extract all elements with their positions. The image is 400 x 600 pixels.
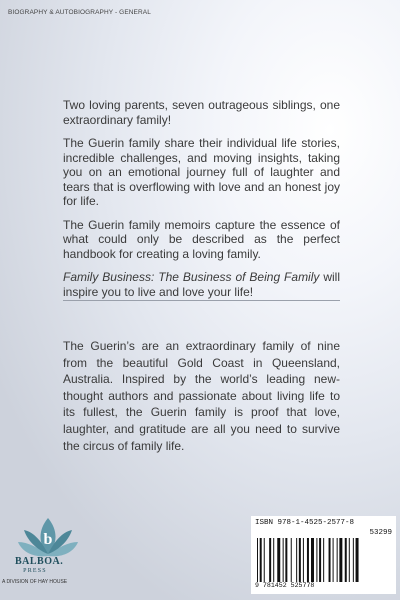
barcode-bar — [349, 538, 350, 582]
barcode-bar — [323, 538, 324, 582]
barcode-bar — [285, 538, 287, 582]
barcode-bar — [303, 538, 304, 582]
barcode-bar — [337, 538, 338, 582]
barcode-bar — [291, 538, 292, 582]
barcode-bar — [296, 538, 297, 582]
barcode-bar — [319, 538, 321, 582]
barcode-bar — [260, 538, 262, 582]
about-authors: The Guerin’s are an extraordinary family of nine from the beautiful Gold Coast in Queensland, Australia. Inspired by the world’s leading new-thought authors and passionate about living life to its fullest, the Guerin family is proof that love, laughter, and gratitude are all you need to survive the circus of family life. — [63, 339, 340, 453]
barcode-bar — [316, 538, 317, 582]
barcode-bar — [269, 538, 271, 582]
barcode-digits: 9 781452 525778 — [255, 582, 315, 589]
blurb — [63, 98, 340, 308]
blurb-paragraph: The Guerin family share their individual life stories, incredible challenges, and moving insights, taking you on an emotional journey full of laughter and tears that is overflowing with love and an honest joy for life. — [63, 136, 340, 208]
barcode-bar — [283, 538, 284, 582]
price-code: 53299 — [369, 529, 392, 537]
publisher-sub: PRESS — [23, 568, 47, 574]
category-label: BIOGRAPHY & AUTOBIOGRAPHY - GENERAL — [8, 9, 151, 16]
barcode-bar — [333, 538, 334, 582]
barcode-bar — [356, 538, 359, 582]
barcode-bar — [273, 538, 274, 582]
barcode-bar — [311, 538, 314, 582]
blurb-paragraph — [63, 270, 340, 299]
barcode-bar — [307, 538, 309, 582]
publisher-name: BALBOA. — [15, 556, 64, 567]
barcode — [251, 516, 396, 594]
isbn-label: ISBN 978-1-4525-2577-8 — [255, 519, 355, 527]
blurb-paragraph: The Guerin family memoirs capture the essence of what could only be described as the perfect handbook for creating a loving family. — [63, 217, 340, 261]
logo-letter: b — [43, 531, 53, 548]
barcode-bars — [257, 538, 390, 582]
barcode-bar — [329, 538, 331, 582]
blurb-paragraph: Two loving parents, seven outrageous siblings, one extraordinary family! — [63, 98, 340, 127]
divider — [63, 300, 340, 301]
blurb-closing: will inspire you to live and love your life! — [63, 270, 341, 299]
barcode-bar — [264, 538, 265, 582]
barcode-bar — [353, 538, 354, 582]
book-title: Family Business: The Business of Being Family — [63, 270, 320, 284]
barcode-bar — [299, 538, 301, 582]
publisher-division: A DIVISION OF HAY HOUSE — [2, 579, 68, 585]
barcode-bar — [345, 538, 347, 582]
barcode-bar — [277, 538, 280, 582]
barcode-bar — [339, 538, 342, 582]
barcode-bar — [257, 538, 258, 582]
